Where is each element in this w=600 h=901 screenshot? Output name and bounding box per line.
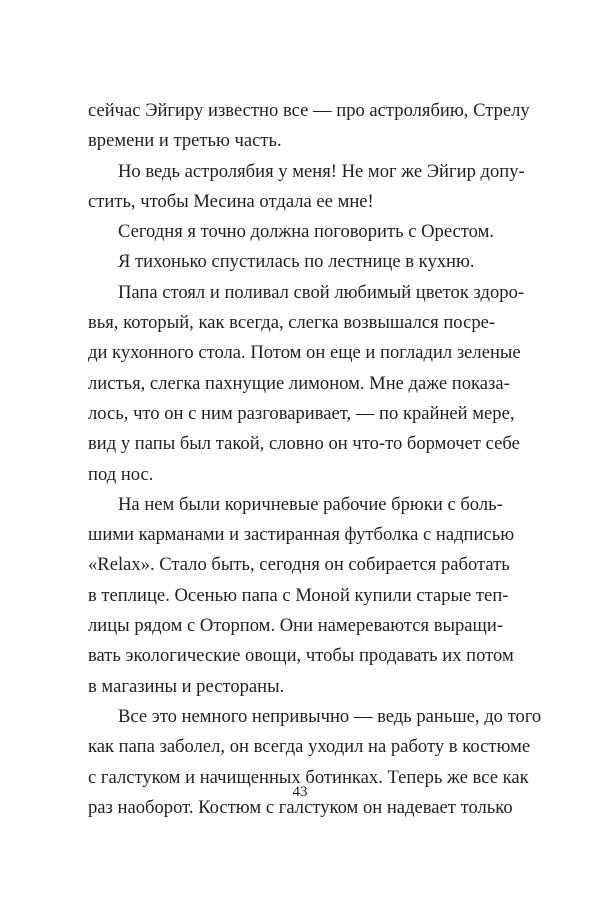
text-line: как папа заболел, он всегда уходил на работу в костюме	[88, 736, 531, 758]
text-line: Все это немного непривычно — ведь раньше, до того	[118, 705, 542, 727]
text-line: вид у папы был такой, словно он что-то бормочет себе	[88, 433, 520, 455]
text-line: листья, слегка пахнущие лимоном. Мне даже показа-	[88, 372, 510, 394]
text-line: «Relax». Стало быть, сегодня он собирается работать	[88, 554, 510, 576]
text-line: раз наоборот. Костюм с галстуком он надевает только	[88, 796, 513, 818]
text-line: Я тихонько спустилась по лестнице в кухню.	[118, 251, 475, 273]
page-number: 43	[292, 784, 308, 800]
text-line: Но ведь астролябия у меня! Не мог же Эйгир допу-	[118, 160, 525, 182]
text-line: вать экологические овощи, чтобы продавать их потом	[88, 645, 514, 667]
text-line: лось, что он с ним разговаривает, — по крайней мере,	[88, 402, 515, 424]
body-text	[88, 96, 542, 823]
text-line: На нем были коричневые рабочие брюки с боль-	[118, 493, 503, 515]
text-line: сейчас Эйгиру известно все — про астролябию, Стрелу	[88, 100, 530, 121]
text-line: под нос.	[88, 463, 154, 485]
text-line: времени и третью часть.	[88, 130, 282, 152]
text-line: вья, который, как всегда, слегка возвышался посре-	[88, 312, 496, 334]
text-line: лицы рядом с Оторпом. Они намереваются выращи-	[88, 615, 504, 637]
text-line: в теплице. Осенью папа с Моной купили старые теп-	[88, 584, 509, 606]
text-line: шими карманами и застиранная футболка с надписью	[88, 524, 515, 546]
text-line: в магазины и рестораны.	[88, 675, 285, 697]
text-line: ди кухонного стола. Потом он еще и погладил зеленые	[88, 342, 521, 364]
text-line: стить, чтобы Месина отдала ее мне!	[88, 190, 374, 212]
text-line: с галстуком и начищенных ботинках. Теперь же все как	[88, 766, 529, 788]
text-line: Папа стоял и поливал свой любимый цветок здоро-	[118, 281, 525, 303]
text-line: Сегодня я точно должна поговорить с Орестом.	[118, 221, 495, 243]
